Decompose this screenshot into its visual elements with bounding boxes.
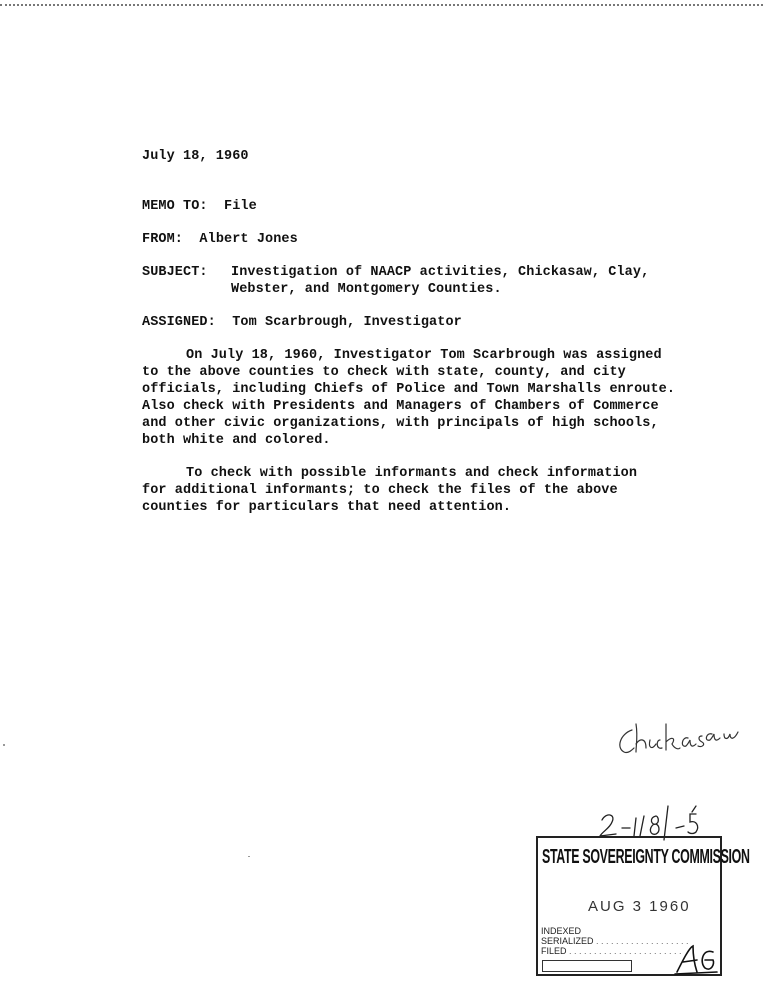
- paragraph-line: To check with possible informants and check information: [186, 466, 638, 481]
- paragraph-line: counties for particulars that need attention.: [142, 500, 512, 515]
- paragraph-line: both white and colored.: [142, 433, 331, 448]
- memo-from: [142, 231, 742, 248]
- stamp-title: STATE SOVEREIGNTY COMMISSION: [542, 846, 750, 868]
- stamp-checklist: INDEXED SERIALIZED . . . . . . . . . . . . . . . . . . . FILED . . . . . . . . . . . . . . . . . . . . . . .: [541, 926, 689, 956]
- stamp-item-serialized: SERIALIZED: [541, 936, 594, 946]
- paragraph-line: for additional informants; to check the files of the above: [142, 483, 618, 498]
- stamp-item-filed: FILED: [541, 946, 567, 956]
- handwritten-signature: [610, 700, 760, 760]
- memo-subject-value: [231, 264, 711, 298]
- memo-from-label: FROM:: [142, 232, 184, 247]
- paragraph-line: On July 18, 1960, Investigator Tom Scarbrough was assigned: [186, 348, 662, 363]
- memo-subject: [142, 264, 742, 298]
- memo-subject-line-2: Webster, and Montgomery Counties.: [231, 282, 502, 297]
- memo-paragraph-1: [142, 347, 742, 449]
- paragraph-line: to the above counties to check with state, county, and city: [142, 365, 626, 380]
- stamp-box: [542, 960, 632, 972]
- memo-subject-label: SUBJECT:: [142, 265, 208, 280]
- memo-date: July 18, 1960: [142, 149, 249, 164]
- memo-to-value: File: [224, 199, 257, 214]
- memo-assigned-value: Tom Scarbrough, Investigator: [232, 315, 462, 330]
- memo-to-label: MEMO TO:: [142, 199, 208, 214]
- memo-document: [142, 148, 742, 532]
- scan-speck: [248, 856, 250, 857]
- memo-subject-line-1: Investigation of NAACP activities, Chickasaw, Clay,: [231, 265, 650, 280]
- page-top-edge: [0, 0, 763, 6]
- paragraph-line: and other civic organizations, with principals of high schools,: [142, 416, 659, 431]
- stamp-date: AUG 3 1960: [588, 898, 691, 915]
- paragraph-line: Also check with Presidents and Managers of Chambers of Commerce: [142, 399, 659, 414]
- paragraph-line: officials, including Chiefs of Police and Town Marshalls enroute.: [142, 382, 676, 397]
- stamp-item-indexed: INDEXED: [541, 926, 582, 936]
- memo-paragraph-2: [142, 465, 742, 516]
- handwritten-initials: [673, 942, 719, 976]
- scan-speck: [3, 744, 5, 746]
- state-sovereignty-commission-stamp: [536, 836, 750, 976]
- memo-from-value: Albert Jones: [199, 232, 298, 247]
- memo-to: [142, 198, 742, 215]
- memo-assigned: [142, 314, 742, 331]
- memo-assigned-label: ASSIGNED:: [142, 315, 216, 330]
